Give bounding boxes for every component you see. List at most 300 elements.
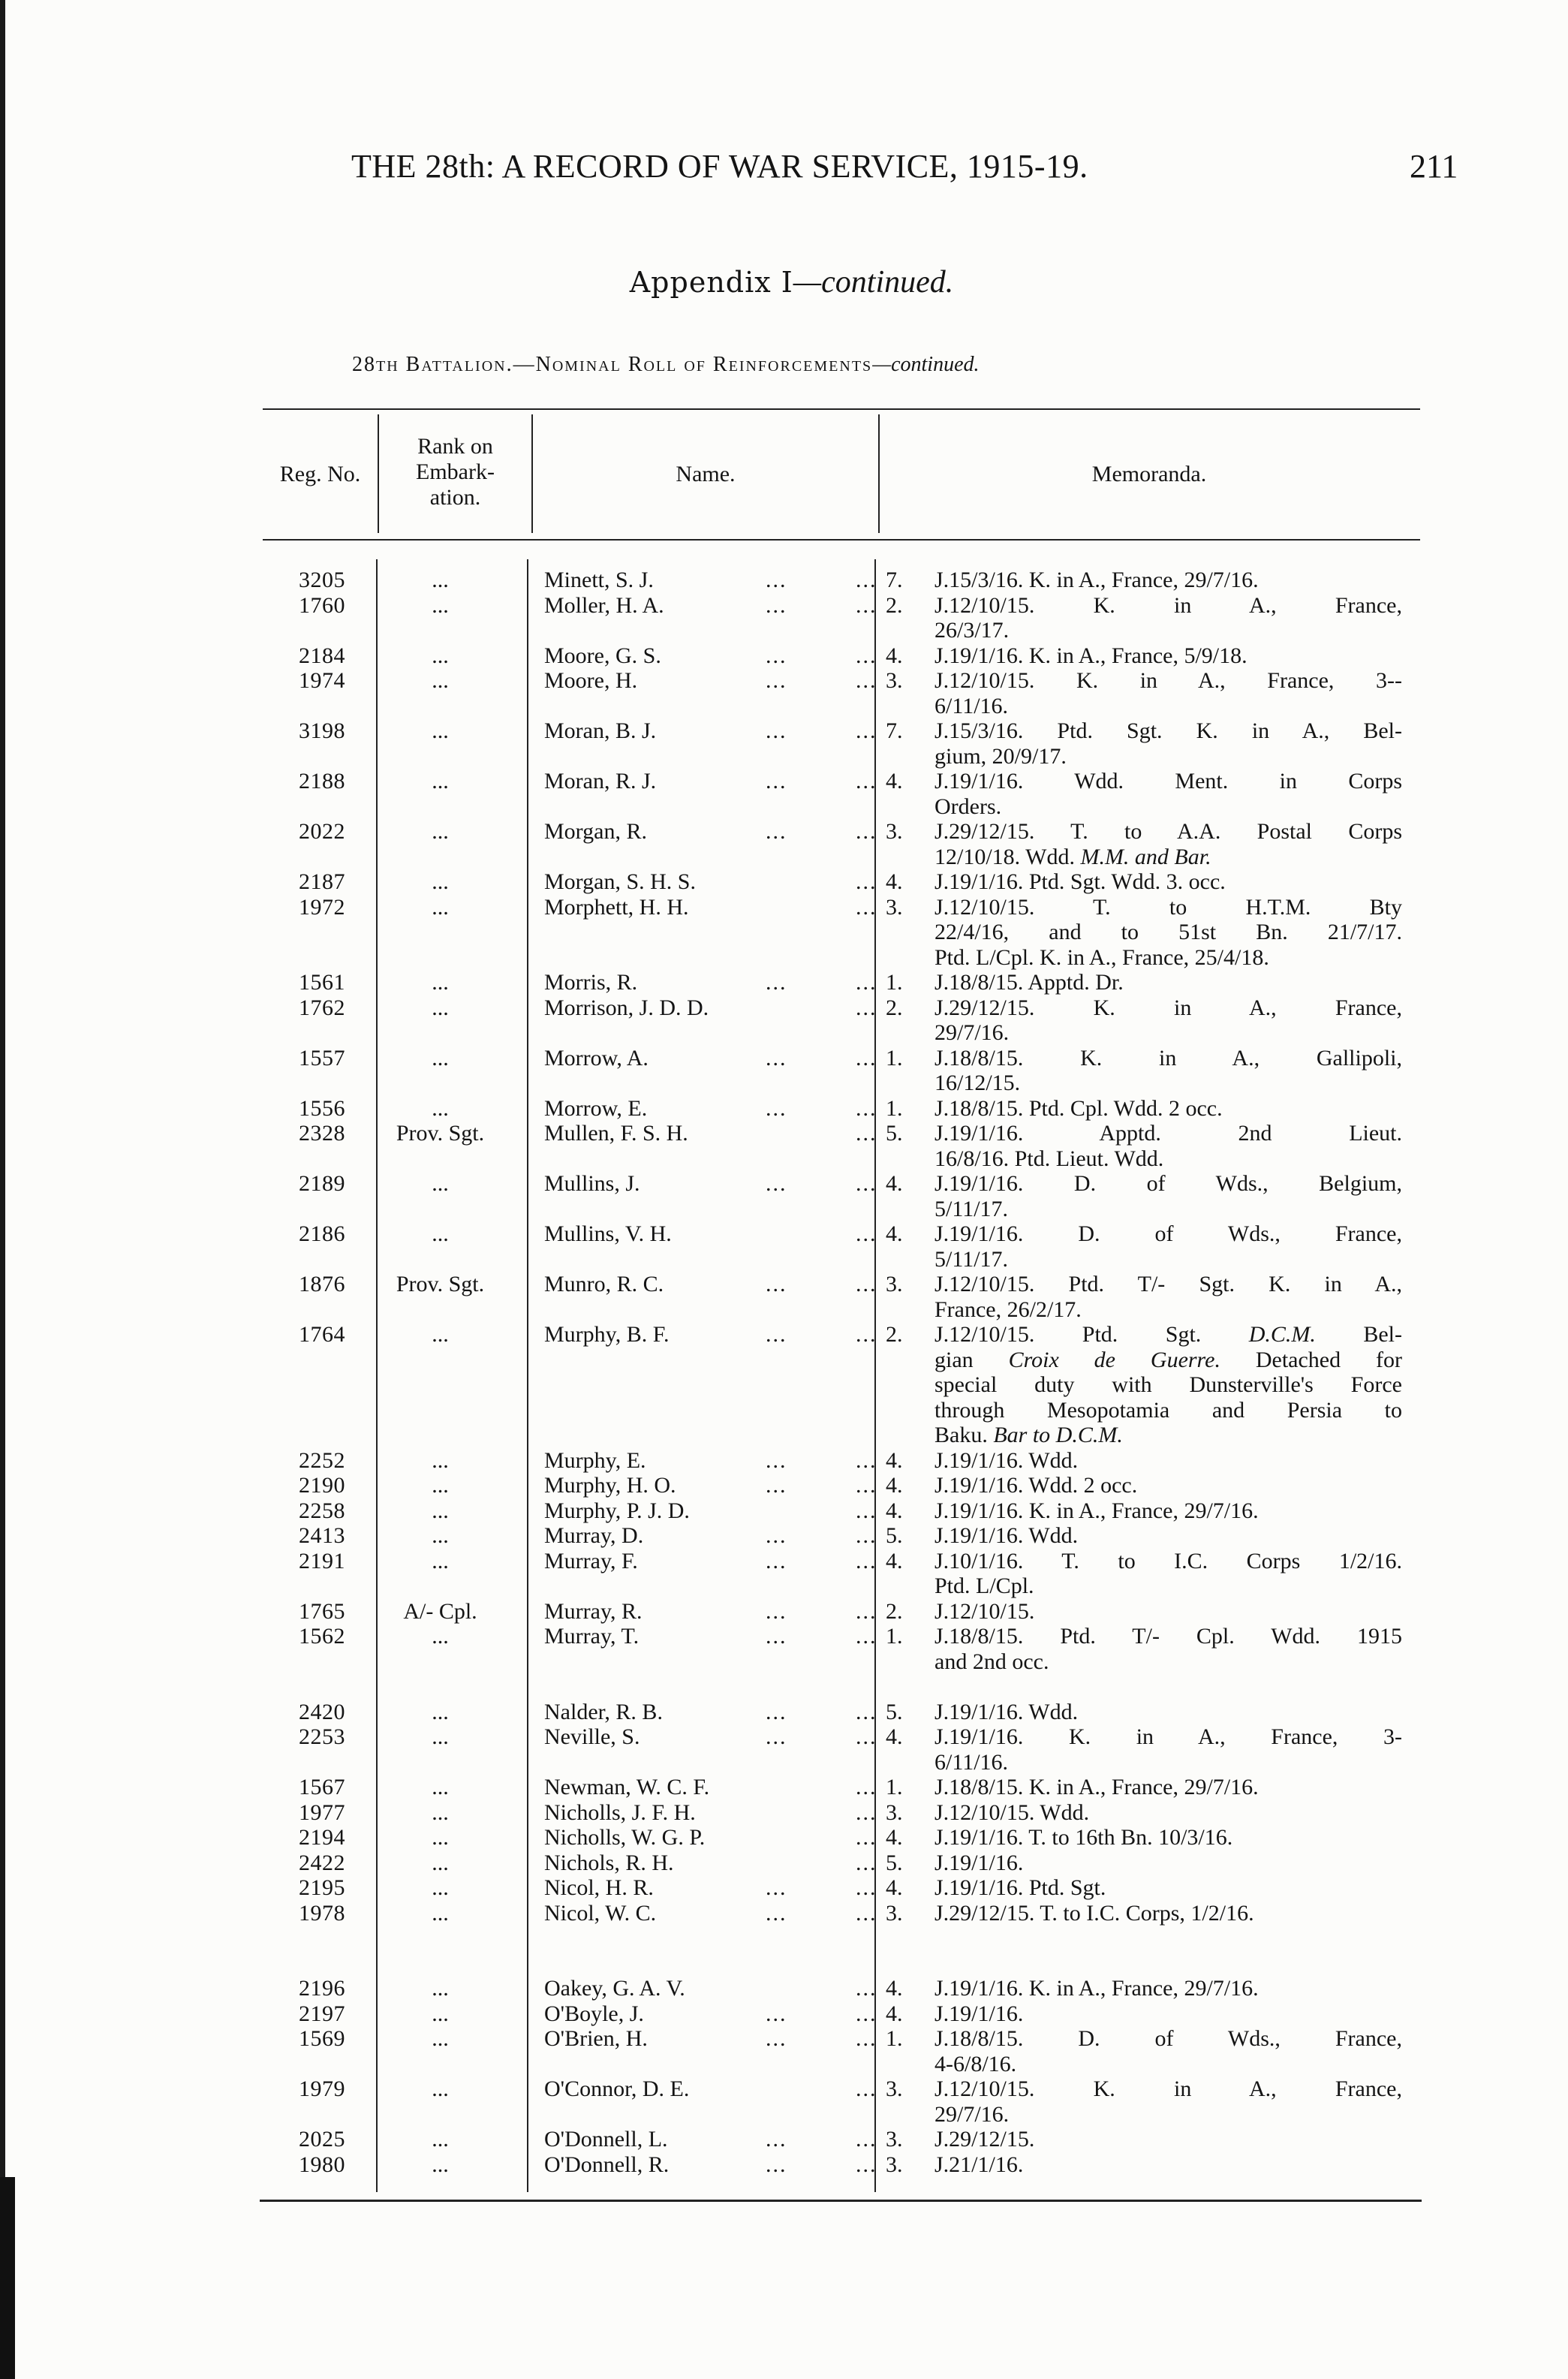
table-row (263, 568, 1419, 593)
reinforcement-number: 4. (886, 1171, 903, 1196)
rank: ... (432, 2152, 449, 2177)
memo-line: J.12/10/15. K. in A., France, (934, 592, 1402, 618)
rank: ... (432, 1171, 449, 1196)
soldier-name: Nichols, R. H. ... (544, 1851, 868, 1876)
reg-no: 2422 (299, 1850, 345, 1875)
table-row (263, 1448, 1419, 1474)
soldier-name: Morgan, S. H. S. ... (544, 869, 868, 895)
table-row (263, 819, 1419, 869)
reg-no: 2025 (299, 2127, 345, 2152)
memoranda (934, 1599, 1402, 1625)
reg-no: 1978 (299, 1900, 345, 1926)
reg-no: 1760 (299, 592, 345, 618)
table-row (263, 895, 1419, 971)
memo-line: Orders. (934, 794, 1002, 819)
memo-line: J.19/1/16. K. in A., France, 29/7/16. (934, 1976, 1259, 2001)
table-row (263, 1599, 1419, 1625)
memo-line: J.15/3/16. K. in A., France, 29/7/16. (934, 568, 1259, 592)
memo-line: J.18/8/15. Ptd. T/- Cpl. Wdd. 1915 (934, 1624, 1402, 1649)
table-row (263, 1624, 1419, 1674)
table-header-rule (263, 539, 1420, 541)
rank: Prov. Sgt. (396, 1272, 485, 1296)
memoranda (934, 1549, 1402, 1599)
memo-italic: Croix de Guerre. (1008, 1347, 1220, 1372)
reinforcement-number: 2. (886, 1598, 903, 1624)
soldier-name: ... Murray, R. ... (544, 1599, 868, 1625)
reg-no: 2253 (299, 1724, 345, 1749)
memo-line: 29/7/16. (934, 2101, 1010, 2127)
memoranda (934, 2127, 1402, 2152)
table-row (263, 1473, 1419, 1498)
table-row (263, 593, 1419, 643)
subtitle-text: 28th Battalion.—Nominal Roll of Reinforcements (352, 353, 873, 376)
table-row (263, 2127, 1419, 2152)
rank: A/- Cpl. (403, 1598, 477, 1624)
memoranda (934, 668, 1402, 718)
memoranda (934, 1875, 1402, 1901)
memo-line: 6/11/16. (934, 1749, 1009, 1775)
memo-line: J.18/8/15. Ptd. Cpl. Wdd. 2 occ. (934, 1095, 1223, 1121)
table-row (263, 1221, 1419, 1272)
reg-no: 2196 (299, 1976, 345, 2001)
memo-line: J.19/1/16. Ptd. Sgt. (934, 1875, 1106, 1900)
reinforcement-number: 3. (886, 2152, 903, 2177)
memo-text: Detached for (1220, 1347, 1402, 1372)
soldier-name: Oakey, G. A. V. ... (544, 1976, 868, 2001)
reg-no: 1567 (299, 1775, 345, 1799)
reg-no: 1980 (299, 2152, 345, 2177)
header-name: Name. (676, 462, 736, 486)
reg-no: 2413 (299, 1523, 345, 1548)
rank: ... (432, 1523, 449, 1548)
memo-line: J.19/1/16. Wdd. (934, 1699, 1079, 1724)
soldier-name: ... O'Donnell, R. ... (544, 2152, 868, 2178)
nominal-roll (263, 568, 1419, 2177)
table-subtitle (352, 353, 1362, 377)
table-row (263, 2152, 1419, 2178)
header-reg-no: Reg. No. (279, 462, 361, 486)
reinforcement-number: 4. (886, 1498, 903, 1523)
memoranda (934, 1775, 1402, 1800)
reg-no: 1762 (299, 995, 345, 1020)
reg-no: 1972 (299, 894, 345, 920)
reinforcement-number: 3. (886, 2076, 903, 2101)
reinforcement-number: 2. (886, 592, 903, 618)
reinforcement-number: 3. (886, 1799, 903, 1825)
reg-no: 2190 (299, 1473, 345, 1498)
table-row (263, 643, 1419, 669)
memo-line: J.29/12/15. (934, 2127, 1035, 2152)
memo-line: J.12/10/15. Wdd. (934, 1799, 1090, 1825)
table-row (263, 1700, 1419, 1725)
soldier-name: ... Morgan, R. ... (544, 819, 868, 845)
rank: ... (432, 643, 449, 668)
memoranda (934, 895, 1402, 971)
reg-no: 1977 (299, 1799, 345, 1825)
page-edge-shadow (0, 0, 5, 2379)
memo-line: Ptd. L/Cpl. (934, 1573, 1034, 1598)
rank: ... (432, 995, 449, 1020)
table-row (263, 1549, 1419, 1599)
memoranda (934, 1901, 1402, 1926)
rank: ... (432, 1825, 449, 1850)
reinforcement-number: 4. (886, 1221, 903, 1246)
reg-no: 2188 (299, 769, 345, 794)
reinforcement-number: 4. (886, 1447, 903, 1473)
soldier-name: Mullins, V. H. ... (544, 1221, 868, 1247)
memo-line: 5/11/17. (934, 1246, 1009, 1272)
soldier-name: ... O'Donnell, L. ... (544, 2127, 868, 2152)
memo-line: J.29/12/15. T. to I.C. Corps, 1/2/16. (934, 1900, 1254, 1926)
reg-no: 2022 (299, 819, 345, 844)
table-row (263, 2026, 1419, 2076)
memoranda (934, 1800, 1402, 1826)
memo-text: Baku. (934, 1423, 994, 1447)
memoranda (934, 1724, 1402, 1775)
soldier-name: Murphy, P. J. D. ... (544, 1498, 868, 1524)
reinforcement-number: 4. (886, 1825, 903, 1850)
soldier-name: ... Murphy, H. O. ... (544, 1473, 868, 1498)
soldier-name: Nicholls, W. G. P. ... (544, 1825, 868, 1851)
table-row (263, 668, 1419, 718)
memo-line: 16/12/15. (934, 1071, 1021, 1095)
rank: ... (432, 592, 449, 618)
table-row (263, 995, 1419, 1046)
memo-line: 5/11/17. (934, 1196, 1009, 1221)
appendix-title (0, 264, 1568, 300)
memo-text: gian (934, 1347, 1009, 1372)
rank: ... (432, 869, 449, 894)
rank: ... (432, 769, 449, 794)
memo-line: J.18/8/15. K. in A., Gallipoli, (934, 1045, 1402, 1071)
reinforcement-number: 4. (886, 1875, 903, 1900)
reg-no: 2252 (299, 1447, 345, 1473)
rank: ... (432, 1976, 449, 2001)
memo-line: 4-6/8/16. (934, 2051, 1017, 2076)
rank: ... (432, 668, 449, 693)
header-rank (379, 434, 531, 510)
memo-text: J.12/10/15. Ptd. Sgt. (934, 1322, 1249, 1347)
reg-no: 2187 (299, 869, 345, 894)
soldier-name: ... O'Boyle, J. ... (544, 2001, 868, 2027)
memoranda (934, 2152, 1402, 2178)
rank: ... (432, 1095, 449, 1121)
memoranda (934, 2076, 1402, 2127)
roll-group (263, 568, 1419, 1674)
rank: ... (432, 2001, 449, 2026)
memoranda (934, 819, 1402, 869)
reg-no: 2194 (299, 1825, 345, 1850)
rank: ... (432, 1900, 449, 1926)
rank: ... (432, 1447, 449, 1473)
reinforcement-number: 7. (886, 568, 903, 592)
rank: ... (432, 1799, 449, 1825)
memo-line (934, 845, 1402, 870)
table-row (263, 1825, 1419, 1851)
rank: ... (432, 894, 449, 920)
memoranda (934, 568, 1402, 593)
rank: ... (432, 2127, 449, 2152)
rank: ... (432, 2076, 449, 2101)
soldier-name: ... Moore, H. ... (544, 668, 868, 694)
rank: ... (432, 1775, 449, 1799)
memoranda (934, 2001, 1402, 2027)
memo-line: Ptd. L/Cpl. K. in A., France, 25/4/18. (934, 944, 1269, 970)
memo-line: J.19/1/16. Apptd. 2nd Lieut. (934, 1121, 1402, 1146)
table-row (263, 1976, 1419, 2001)
soldier-name: ... Moller, H. A. ... (544, 593, 868, 619)
appendix-title-text: Appendix I (629, 266, 793, 299)
table-row (263, 970, 1419, 995)
table-row (263, 1775, 1419, 1800)
page-number: 211 (1410, 148, 1458, 185)
reg-no: 1557 (299, 1045, 345, 1071)
reinforcement-number: 3. (886, 668, 903, 693)
rank: ... (432, 819, 449, 844)
reinforcement-number: 1. (886, 1775, 903, 1799)
table-row (263, 1901, 1419, 1926)
reinforcement-number: 1. (886, 1624, 903, 1649)
reg-no: 3198 (299, 718, 345, 743)
reinforcement-number: 4. (886, 1473, 903, 1498)
reinforcement-number: 1. (886, 2026, 903, 2051)
subtitle-continued: —continued. (872, 353, 980, 376)
reg-no: 2189 (299, 1171, 345, 1196)
memoranda (934, 769, 1402, 819)
reinforcement-number: 2. (886, 995, 903, 1020)
header-rank-line: ation. (429, 485, 481, 510)
memoranda (934, 1221, 1402, 1272)
reinforcement-number: 3. (886, 1900, 903, 1926)
memo-italic: Bar to D.C.M. (993, 1423, 1123, 1447)
table-row (263, 2076, 1419, 2127)
soldier-name: ... Nicol, H. R. ... (544, 1875, 868, 1901)
reg-no: 1765 (299, 1598, 345, 1624)
table-bottom-rule (260, 2200, 1422, 2202)
reinforcement-number: 3. (886, 819, 903, 844)
table-row (263, 1523, 1419, 1549)
memoranda (934, 1851, 1402, 1876)
header-memoranda: Memoranda. (1091, 462, 1207, 486)
reinforcement-number: 2. (886, 1322, 903, 1347)
rank: ... (432, 2026, 449, 2051)
reg-no: 1562 (299, 1624, 345, 1649)
memo-line: J.18/8/15. Apptd. Dr. (934, 970, 1124, 995)
soldier-name: ... Morris, R. ... (544, 970, 868, 995)
memo-line: J.12/10/15. K. in A., France, 3-- (934, 668, 1402, 693)
soldier-name: ... Moran, R. J. ... (544, 769, 868, 794)
memoranda (934, 1171, 1402, 1221)
roll-group (263, 1700, 1419, 1926)
memo-line: J.29/12/15. T. to A.A. Postal Corps (934, 819, 1402, 844)
memoranda (934, 995, 1402, 1046)
reinforcement-number: 3. (886, 2127, 903, 2152)
reinforcement-number: 5. (886, 1121, 903, 1146)
memo-line: J.18/8/15. K. in A., France, 29/7/16. (934, 1775, 1259, 1799)
table-row (263, 2001, 1419, 2027)
reg-no: 1876 (299, 1272, 345, 1296)
soldier-name: ... Murray, D. ... (544, 1523, 868, 1549)
table-row (263, 718, 1419, 769)
memoranda (934, 1121, 1402, 1171)
memoranda (934, 718, 1402, 769)
memoranda (934, 1473, 1402, 1498)
soldier-name: ... Murphy, B. F. ... (544, 1322, 868, 1348)
soldier-name: ... Nalder, R. B. ... (544, 1700, 868, 1725)
soldier-name: Newman, W. C. F. ... (544, 1775, 868, 1800)
memo-line: J.19/1/16. (934, 2001, 1024, 2026)
memoranda (934, 869, 1402, 895)
memo-line: France, 26/2/17. (934, 1296, 1082, 1322)
memoranda (934, 1523, 1402, 1549)
soldier-name: ... Morrow, A. ... (544, 1046, 868, 1071)
reg-no: 2420 (299, 1699, 345, 1724)
appendix-continued: —continued. (793, 265, 954, 300)
rank: ... (432, 1624, 449, 1649)
rank: ... (432, 1850, 449, 1875)
memo-line: gium, 20/9/17. (934, 743, 1067, 769)
rank: ... (432, 970, 449, 995)
memo-line: 29/7/16. (934, 1020, 1010, 1045)
reinforcement-number: 3. (886, 1272, 903, 1296)
roll-group (263, 1976, 1419, 2177)
reg-no: 1561 (299, 970, 345, 995)
soldier-name: ... Moore, G. S. ... (544, 643, 868, 669)
memoranda (934, 1624, 1402, 1674)
reg-no: 1979 (299, 2076, 345, 2101)
memo-text: 12/10/18. Wdd. (934, 844, 1081, 869)
memoranda (934, 1825, 1402, 1851)
memo-line: and 2nd occ. (934, 1649, 1049, 1674)
reg-no: 1569 (299, 2026, 345, 2051)
memo-line: J.19/1/16. D. of Wds., Belgium, (934, 1171, 1402, 1196)
memoranda (934, 593, 1402, 643)
memo-italic: M.M. and Bar. (1080, 844, 1211, 869)
rank: ... (432, 1498, 449, 1523)
reinforcement-number: 5. (886, 1699, 903, 1724)
memo-line: J.19/1/16. Wdd. 2 occ. (934, 1473, 1138, 1498)
memo-text: Bel- (1315, 1322, 1402, 1347)
soldier-name: ... Munro, R. C. ... (544, 1272, 868, 1297)
memoranda (934, 1322, 1402, 1448)
memo-line: J.12/10/15. T. to H.T.M. Bty (934, 894, 1402, 920)
memo-line: 22/4/16, and to 51st Bn. 21/7/17. (934, 920, 1402, 944)
running-head: THE 28th: A RECORD OF WAR SERVICE, 1915-19. (351, 148, 1088, 185)
memoranda (934, 970, 1402, 995)
memoranda (934, 643, 1402, 669)
soldier-name: Morphett, H. H. ... (544, 895, 868, 920)
memoranda (934, 1096, 1402, 1122)
memo-line: J.12/10/15. (934, 1598, 1035, 1624)
rank: ... (432, 1473, 449, 1498)
memoranda (934, 2026, 1402, 2076)
reg-no: 1974 (299, 668, 345, 693)
rank: ... (432, 1322, 449, 1347)
reinforcement-number: 4. (886, 1548, 903, 1573)
rank: Prov. Sgt. (396, 1121, 485, 1146)
memo-line: J.19/1/16. T. to 16th Bn. 10/3/16. (934, 1825, 1233, 1850)
memo-line: through Mesopotamia and Persia to (934, 1397, 1402, 1423)
soldier-name: ... Murphy, E. ... (544, 1448, 868, 1474)
rank: ... (432, 1699, 449, 1724)
table-top-rule (263, 408, 1420, 410)
soldier-name: ... O'Brien, H. ... (544, 2026, 868, 2052)
memoranda (934, 1976, 1402, 2001)
reg-no: 2195 (299, 1875, 345, 1900)
reg-no: 2328 (299, 1121, 345, 1146)
reg-no: 2191 (299, 1548, 345, 1573)
soldier-name: O'Connor, D. E. ... (544, 2076, 868, 2102)
table-row (263, 1121, 1419, 1171)
table-row (263, 1272, 1419, 1322)
reinforcement-number: 7. (886, 718, 903, 743)
memo-line: J.12/10/15. K. in A., France, (934, 2076, 1402, 2101)
reinforcement-number: 1. (886, 1095, 903, 1121)
rank: ... (432, 568, 449, 592)
soldier-name: ... Neville, S. ... (544, 1724, 868, 1750)
rank: ... (432, 1548, 449, 1573)
soldier-name: Mullen, F. S. H. ... (544, 1121, 868, 1146)
memo-line: J.19/1/16. Wdd. (934, 1447, 1079, 1473)
soldier-name: ... Morrow, E. ... (544, 1096, 868, 1122)
memo-line (934, 1348, 1402, 1373)
rank: ... (432, 718, 449, 743)
reinforcement-number: 5. (886, 1850, 903, 1875)
reinforcement-number: 1. (886, 1045, 903, 1071)
soldier-name: ... Nicol, W. C. ... (544, 1901, 868, 1926)
reinforcement-number: 1. (886, 970, 903, 995)
soldier-name: ... Murray, F. ... (544, 1549, 868, 1574)
table-row (263, 1724, 1419, 1775)
memo-line: special duty with Dunsterville's Force (934, 1372, 1402, 1397)
soldier-name: ... Murray, T. ... (544, 1624, 868, 1649)
memo-line: J.21/1/16. (934, 2152, 1024, 2177)
table-row (263, 869, 1419, 895)
soldier-name: ... Mullins, J. ... (544, 1171, 868, 1197)
reinforcement-number: 4. (886, 1724, 903, 1749)
reg-no: 2258 (299, 1498, 345, 1523)
memo-line: J.19/1/16. Ptd. Sgt. Wdd. 3. occ. (934, 869, 1226, 894)
memo-line: J.19/1/16. K. in A., France, 3- (934, 1724, 1402, 1749)
header-rank-line: Rank on (417, 434, 493, 459)
table-row (263, 1851, 1419, 1876)
rank: ... (432, 1045, 449, 1071)
table-row (263, 1875, 1419, 1901)
memo-line: J.19/1/16. Wdd. Ment. in Corps (934, 769, 1402, 794)
soldier-name: Nicholls, J. F. H. ... (544, 1800, 868, 1826)
memo-line: 16/8/16. Ptd. Lieut. Wdd. (934, 1146, 1164, 1171)
reinforcement-number: 4. (886, 869, 903, 894)
memo-line (934, 1322, 1402, 1348)
memoranda (934, 1498, 1402, 1524)
reinforcement-number: 5. (886, 1523, 903, 1548)
soldier-name: ... Minett, S. J. ... (544, 568, 868, 593)
table-row (263, 1096, 1419, 1122)
table-row (263, 1046, 1419, 1096)
memo-line: J.19/1/16. K. in A., France, 29/7/16. (934, 1498, 1259, 1523)
reg-no: 1556 (299, 1095, 345, 1121)
reg-no: 2197 (299, 2001, 345, 2026)
memoranda (934, 1700, 1402, 1725)
header-rank-line: Embark- (416, 459, 495, 484)
reinforcement-number: 3. (886, 894, 903, 920)
memoranda (934, 1046, 1402, 1096)
table-row (263, 1322, 1419, 1448)
table-row (263, 769, 1419, 819)
reg-no: 3205 (299, 568, 345, 592)
memo-italic: D.C.M. (1248, 1322, 1316, 1347)
reinforcement-number: 4. (886, 1976, 903, 2001)
